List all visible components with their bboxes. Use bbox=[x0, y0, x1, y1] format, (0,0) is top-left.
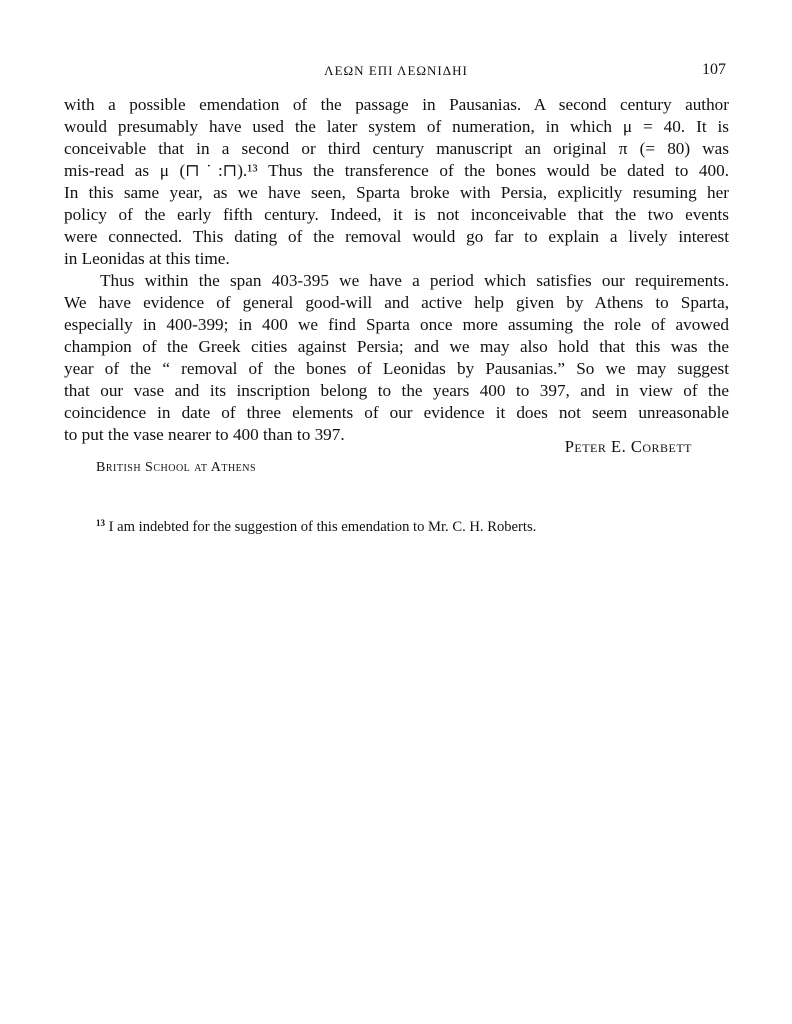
body-text bbox=[64, 94, 729, 446]
running-head bbox=[0, 61, 792, 81]
text-line: In this same year, as we have seen, Sparta broke with Persia, explicitly resuming her bbox=[64, 183, 729, 202]
page-number: 107 bbox=[702, 61, 726, 78]
text-line: were connected. This dating of the removal would go far to explain a lively interest bbox=[64, 227, 729, 246]
footnote bbox=[96, 518, 536, 536]
running-title: ΛΕΩΝ ΕΠΙ ΛΕΩΝΙΔΗΙ bbox=[324, 63, 468, 78]
text-line: would presumably have used the later system of numeration, in which μ = 40. It is bbox=[64, 117, 729, 136]
text-line: that our vase and its inscription belong to the years 400 to 397, and in view of the bbox=[64, 381, 729, 400]
text-line: We have evidence of general good-will and active help given by Athens to Sparta, bbox=[64, 293, 729, 312]
text-line: to put the vase nearer to 400 than to 397. bbox=[64, 425, 345, 444]
text-line: conceivable that in a second or third century manuscript an original π (= 80) was bbox=[64, 139, 729, 158]
text-line: especially in 400-399; in 400 we find Sparta once more assuming the role of avowed bbox=[64, 315, 729, 334]
author-signature: Peter E. Corbett bbox=[564, 437, 692, 456]
text-line: with a possible emendation of the passage in Pausanias. A second century author bbox=[64, 95, 729, 114]
text-line: in Leonidas at this time. bbox=[64, 249, 230, 268]
footnote-text: I am indebted for the suggestion of this emendation to Mr. C. H. Roberts. bbox=[108, 519, 537, 535]
text-line: year of the “ removal of the bones of Leonidas by Pausanias.” So we may suggest bbox=[64, 359, 729, 378]
author-affiliation: British School at Athens bbox=[96, 460, 257, 475]
text-line: mis-read as μ (⊓˙:⊓).¹³ Thus the transference of the bones would be dated to 400. bbox=[64, 161, 729, 180]
text-line: policy of the early fifth century. Indeed, it is not inconceivable that the two events bbox=[64, 205, 729, 224]
paragraph-first-line: Thus within the span 403-395 we have a period which satisfies our requirements. bbox=[100, 271, 729, 290]
text-line: champion of the Greek cities against Persia; and we may also hold that this was the bbox=[64, 337, 729, 356]
footnote-marker: 13 bbox=[96, 518, 105, 528]
text-line: coincidence in date of three elements of our evidence it does not seem unreasonable bbox=[64, 403, 729, 422]
